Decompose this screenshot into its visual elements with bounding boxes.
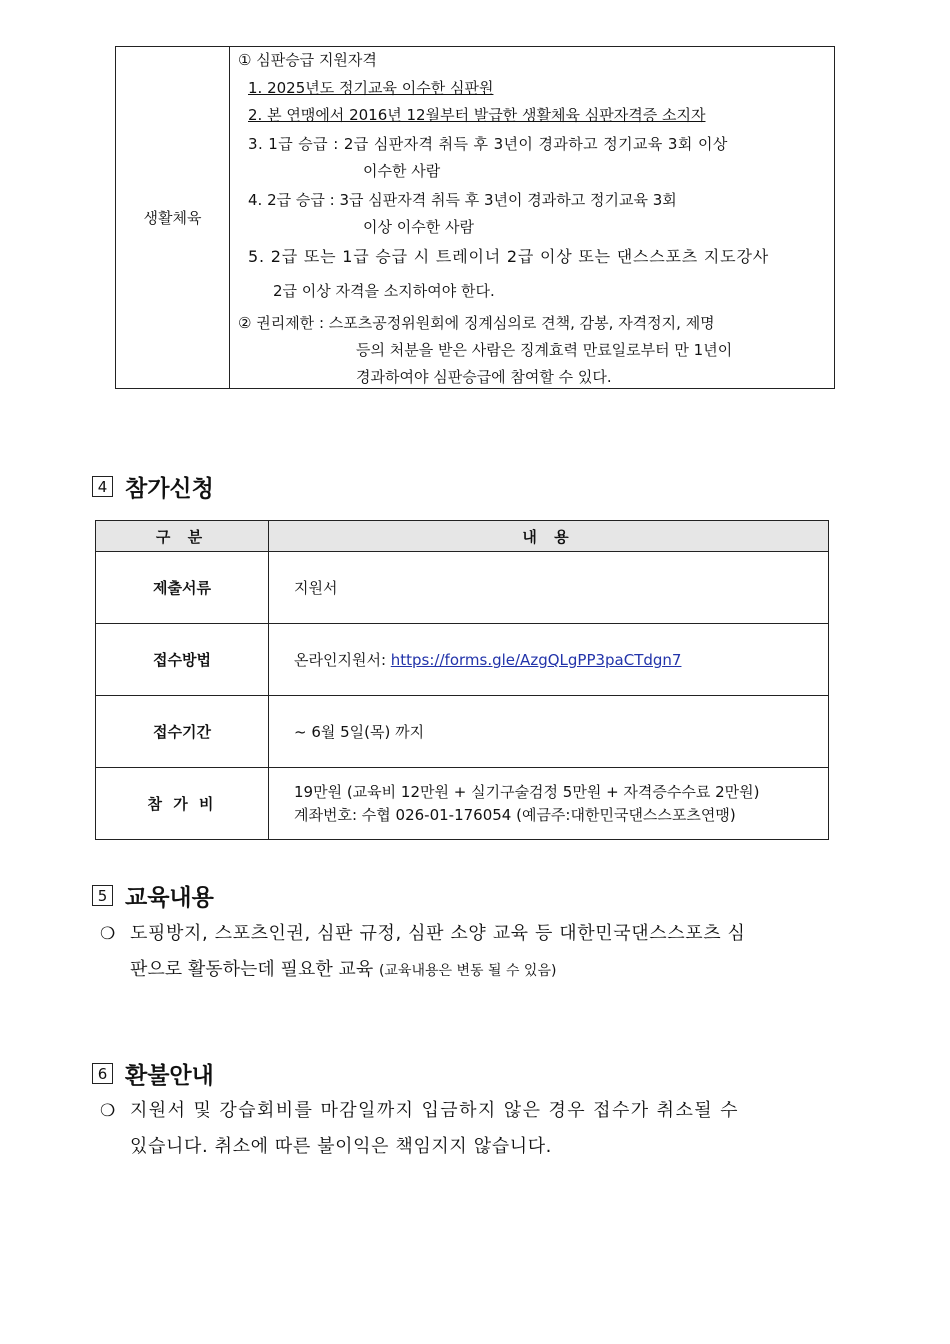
section-5-heading	[92, 879, 214, 912]
category-cell: 생활체육	[116, 47, 230, 388]
table-row	[96, 552, 829, 624]
row-label: 제출서류	[96, 552, 269, 624]
eligibility-item-4-cont: 이상 이수한 사람	[363, 218, 474, 236]
application-form-link[interactable]: https://forms.gle/AzgQLgPP3paCTdgn7	[390, 651, 682, 669]
table-row	[96, 768, 829, 840]
refund-content	[100, 1093, 830, 1173]
eligibility-item-5: 5. 2급 또는 1급 승급 시 트레이너 2급 이상 또는 댄스스포츠 지도강사	[248, 247, 769, 266]
section-title: 환불안내	[125, 1063, 214, 1089]
education-line-2: 판으로 활동하는데 필요한 교육	[130, 959, 374, 980]
row-label: 접수기간	[96, 696, 269, 768]
eligibility-heading: ① 심판승급 지원자격	[238, 51, 377, 69]
fee-detail: 19만원 (교육비 12만원 + 실기구술검정 5만원 + 자격증수수료 2만원)	[294, 782, 760, 801]
table-row	[96, 624, 829, 696]
section-title: 참가신청	[125, 476, 214, 502]
education-content	[100, 916, 830, 996]
eligibility-item-2: 2. 본 연맹에서 2016년 12월부터 발급한 생활체육 심판자격증 소지자	[248, 106, 706, 124]
eligibility-item-1: 1. 2025년도 정기교육 이수한 심판원	[248, 79, 494, 97]
online-form-label: 온라인지원서:	[294, 651, 391, 669]
row-label: 접수방법	[96, 624, 269, 696]
rights-restriction-cont-1: 등의 처분을 받은 사람은 징계효력 만료일로부터 만 1년이	[356, 341, 733, 359]
eligibility-item-5-cont: 2급 이상 자격을 소지하여야 한다.	[273, 282, 495, 300]
row-value	[269, 768, 829, 840]
eligibility-item-3-cont: 이수한 사람	[363, 162, 441, 180]
row-value: 지원서	[269, 552, 829, 624]
education-line-2-wrap	[130, 952, 556, 989]
application-table	[95, 520, 829, 840]
eligibility-item-3: 3. 1급 승급 : 2급 심판자격 취득 후 3년이 경과하고 정기교육 3회 이상	[248, 135, 728, 153]
section-4-heading	[92, 470, 214, 503]
bullet-icon: ❍	[100, 1101, 116, 1121]
header-category: 구 분	[96, 521, 269, 552]
eligibility-item-4: 4. 2급 승급 : 3급 심판자격 취득 후 3년이 경과하고 정기교육 3회	[248, 191, 677, 209]
row-label: 참 가 비	[96, 768, 269, 840]
bullet-icon: ❍	[100, 924, 116, 944]
section-number: 4	[92, 476, 113, 497]
section-6-heading	[92, 1057, 214, 1090]
education-line-1: 도핑방지, 스포츠인권, 심판 규정, 심판 소양 교육 등 대한민국댄스스포츠 심	[130, 923, 746, 944]
row-value: ~ 6월 5일(목) 까지	[269, 696, 829, 768]
section-number: 6	[92, 1063, 113, 1084]
section-number: 5	[92, 885, 113, 906]
eligibility-table	[115, 46, 835, 389]
account-info: 계좌번호: 수협 026-01-176054 (예금주:대한민국댄스스포츠연맹)	[294, 805, 736, 824]
header-content: 내 용	[269, 521, 829, 552]
row-value	[269, 624, 829, 696]
refund-line-1: 지원서 및 강습회비를 마감일까지 입금하지 않은 경우 접수가 취소될 수	[130, 1100, 739, 1121]
education-note: (교육내용은 변동 될 수 있음)	[378, 963, 557, 979]
table-row	[96, 696, 829, 768]
section-title: 교육내용	[125, 885, 214, 911]
rights-restriction-cont-2: 경과하여야 심판승급에 참여할 수 있다.	[356, 368, 612, 386]
refund-line-2: 있습니다. 취소에 따른 불이익은 책임지지 않습니다.	[130, 1136, 552, 1157]
rights-restriction: ② 권리제한 : 스포츠공정위원회에 징계심의로 견책, 감봉, 자격정지, 제명	[238, 314, 715, 332]
